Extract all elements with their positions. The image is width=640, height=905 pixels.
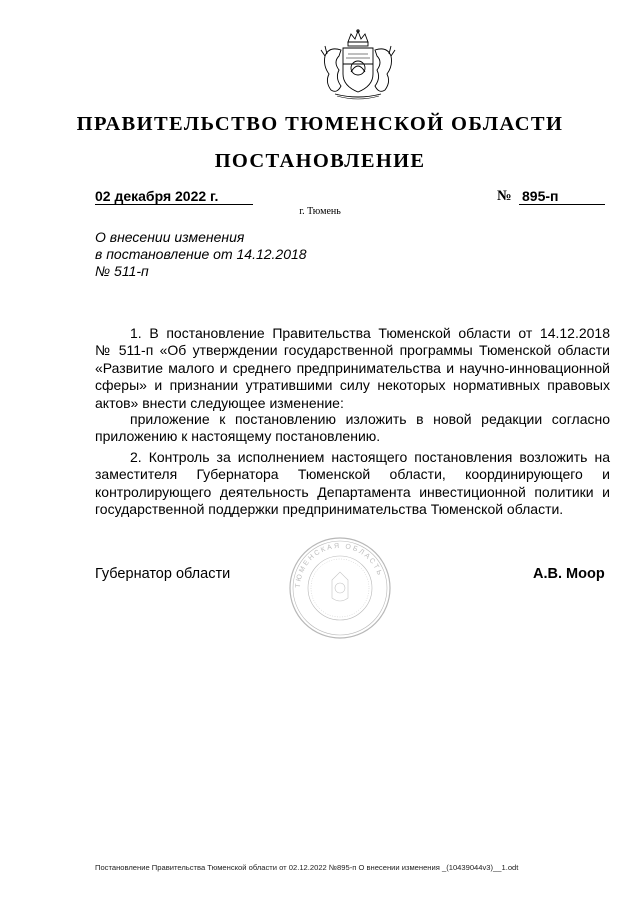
subject-line: № 511-п [95,263,149,279]
paragraph-line: 1. В постановление Правительства Тюменской области от 14.12.2018 [130,325,610,341]
paragraph-line: заместителя Губернатора Тюменской области, координирующего и [95,466,610,483]
signer-name: А.В. Моор [533,566,605,582]
paragraph-line: № 511-п «Об утверждении государственной программы Тюменской области [95,342,610,359]
paragraph-1 [95,325,610,412]
paragraph-3 [95,449,610,519]
paragraph-line: контролирующего деятельность Департамента инвестиционной политики и [95,483,610,500]
signer-role: Губернатор области [95,566,231,582]
subject-line: О внесении изменения [95,229,245,245]
paragraph-line: сферы» и признании утратившими силу некоторых нормативных правовых [95,377,610,394]
number-label: № [497,188,512,204]
paragraph-line: приложению к настоящему постановлению. [95,428,381,445]
official-stamp [288,536,392,640]
paragraph-line: актов» внести следующее изменение: [95,394,344,411]
subject-line: в постановление от 14.12.2018 [95,246,307,262]
city-label: г. Тюмень [299,206,341,217]
document-type: ПОСТАНОВЛЕНИЕ [214,150,426,172]
stamp-text: ТЮМЕНСКАЯ ОБЛАСТЬ [294,542,384,589]
file-footer: Постановление Правительства Тюменской области от 02.12.2022 №895-п О внесении изменения _(10439044v3)__1.odt [95,863,519,872]
paragraph-line: 2. Контроль за исполнением настоящего постановления возложить на [130,449,610,465]
document-date: 02 декабря 2022 г. [95,188,253,205]
paragraph-line: «Развитие малого и среднего предпринимательства и научно-инновационной [95,359,610,376]
document-number: 895-п [519,188,605,205]
paragraph-2 [95,411,610,446]
coat-of-arms-emblem [315,28,401,100]
government-title: ПРАВИТЕЛЬСТВО ТЮМЕНСКОЙ ОБЛАСТИ [76,113,564,135]
document-subject [95,229,307,280]
paragraph-line: государственной поддержки предпринимательства Тюменской области. [95,501,564,518]
paragraph-line: приложение к постановлению изложить в новой редакции согласно [130,411,610,427]
